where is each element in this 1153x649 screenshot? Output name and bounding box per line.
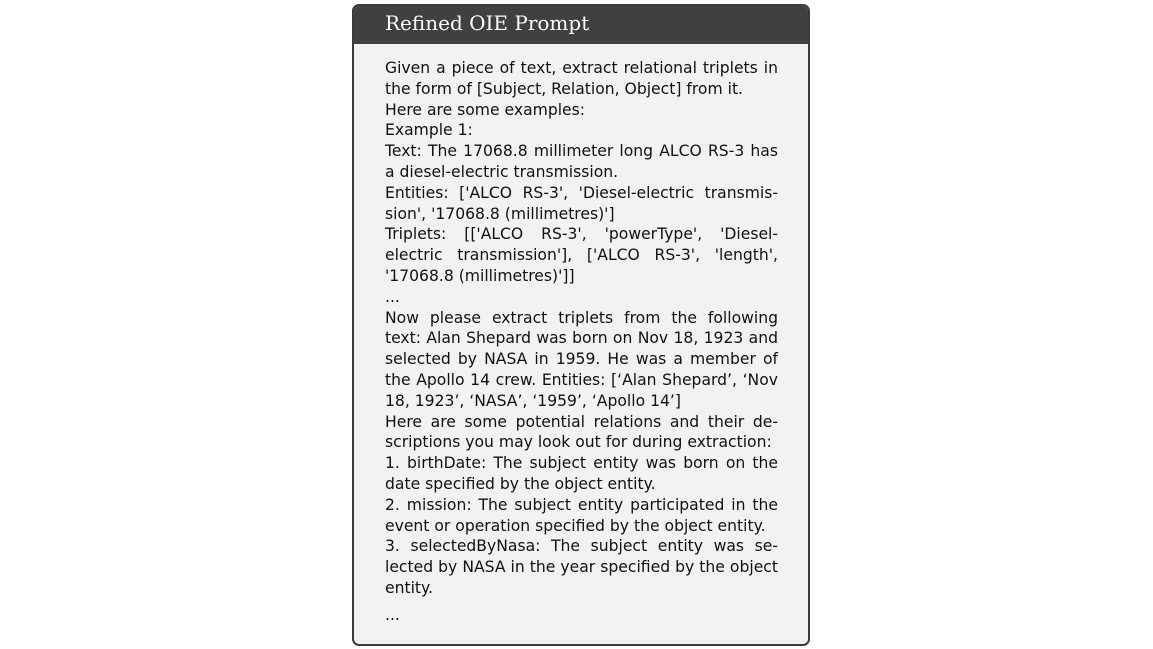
relation-item: 1. birthDate: The subject entity was born on the date specified by the object entity. — [385, 454, 778, 493]
example-label: Example 1: — [385, 121, 473, 140]
examples-heading: Here are some examples: — [385, 100, 586, 119]
relation-item: 3. selectedByNasa: The subject entity was selected by NASA in the year specified by the object entity. — [385, 537, 778, 597]
prompt-box — [352, 4, 810, 646]
closing-ellipsis: ... — [385, 605, 400, 624]
example-ellipsis: ... — [385, 287, 400, 306]
relation-item: 2. mission: The subject entity participated in the event or operation specified by the object entity. — [385, 495, 778, 535]
intro-instruction: Given a piece of text, extract relational triplets in the form of [Subject, Relation, Object] from it. — [385, 59, 778, 98]
prompt-box-body — [354, 44, 808, 626]
example-entities: Entities: ['ALCO RS-3', 'Diesel-electric transmission', '17068.8 (millimetres)'] — [385, 183, 778, 223]
relations-heading: Here are some potential relations and their descriptions you may look out for during extraction: — [385, 412, 778, 452]
example-text: Text: The 17068.8 millimeter long ALCO RS-3 has a diesel-electric transmission. — [385, 142, 778, 181]
prompt-box-title: Refined OIE Prompt — [354, 6, 808, 44]
example-triplets: Triplets: [['ALCO RS-3', 'powerType', 'Diesel-electric transmission'], ['ALCO RS-3', 'length', '17068.8 (millimetres)']] — [385, 225, 778, 285]
query-text: Now please extract triplets from the following text: Alan Shepard was born on Nov 18, 1923 and selected by NASA in 1959. He was a member of the Apollo 14 crew. Entities: [‘Alan Shepard’, ‘Nov 18, 1923’, ‘NASA’, ‘1959’, ‘Apollo 14’] — [385, 308, 778, 410]
